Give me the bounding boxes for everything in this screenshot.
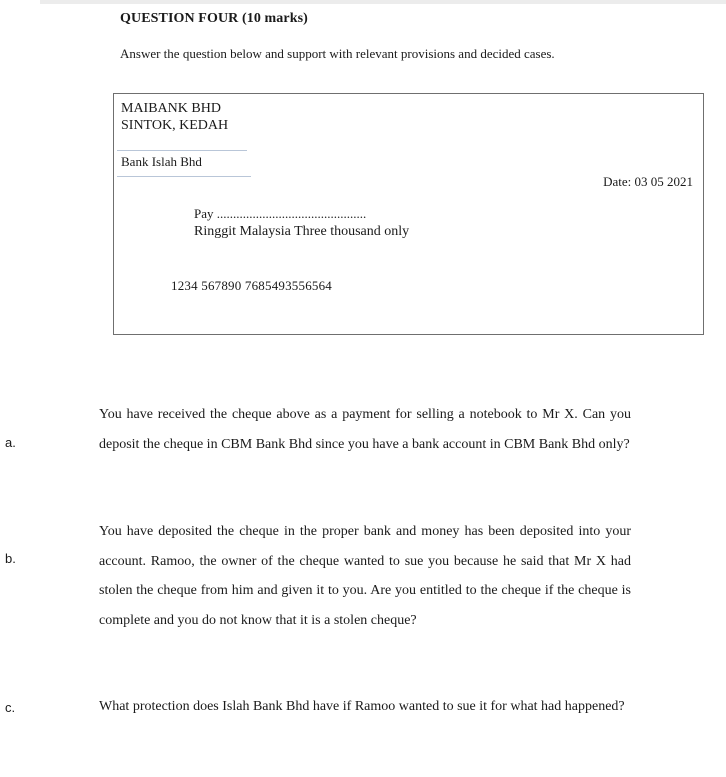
cheque-date: Date: 03 05 2021 (603, 174, 693, 189)
question-instruction: Answer the question below and support with relevant provisions and decided cases. (120, 46, 555, 61)
cheque-amount-words: Ringgit Malaysia Three thousand only (194, 224, 410, 239)
cheque-divider-line (117, 150, 247, 151)
drawee-bank-block (121, 100, 228, 134)
question-a-text: You have received the cheque above as a payment for selling a notebook to Mr X. Can you deposit the cheque in CBM Bank Bhd since you have a bank account in CBM Bank Bhd only? (99, 407, 631, 452)
top-shade-band (40, 0, 726, 4)
question-b-letter: b. (5, 551, 16, 566)
question-b-text: You have deposited the cheque in the proper bank and money has been deposited into your account. Ramoo, the owner of the cheque wanted to sue you because he said that Mr X had stolen the cheque from him and given it to you. Are you entitled to the cheque if the cheque is complete and you do not know that it is a stolen cheque? (99, 524, 631, 628)
question-a-letter: a. (5, 435, 16, 450)
cheque-micr-line: 1234 567890 7685493556564 (171, 278, 332, 293)
cheque-pay-line: Pay .............................................. (194, 206, 367, 221)
question-c-letter: c. (5, 700, 16, 715)
drawee-bank-name: MAIBANK BHD (121, 101, 221, 116)
cheque-divider-line (117, 176, 251, 177)
drawee-bank-branch: SINTOK, KEDAH (121, 118, 229, 133)
cheque-image (113, 93, 704, 335)
question-c-text: What protection does Islah Bank Bhd have if Ramoo wanted to sue it for what had happened? (99, 699, 625, 714)
question-heading: QUESTION FOUR (10 marks) (120, 11, 308, 26)
cheque-payee-bank: Bank Islah Bhd (121, 154, 202, 169)
